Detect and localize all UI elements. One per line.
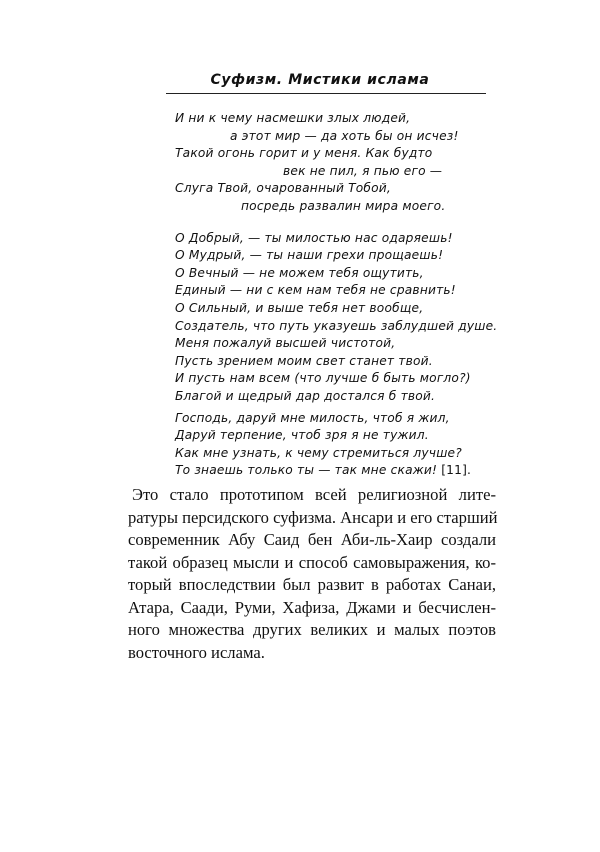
poem-line: Благой и щедрый дар достался б твой. <box>175 388 436 403</box>
body-paragraph <box>128 484 496 664</box>
running-head: Суфизм. Мистики ислама <box>210 72 430 88</box>
paragraph-line: ратуры персидского суфизма. Ансари и его старший <box>128 507 498 527</box>
poem-line: век не пил, я пью его — <box>283 163 443 178</box>
poem-line: посредь развалин мира моего. <box>241 198 446 213</box>
poem-line: Даруй терпение, чтоб зря я не тужил. <box>175 428 429 443</box>
paragraph-line: восточного ислама. <box>128 642 265 662</box>
poem-line: Меня пожалуй высшей чистотой, <box>175 336 396 351</box>
poem-line: Слуга Твой, очарованный Тобой, <box>175 181 392 196</box>
poem-line: О Мудрый, — ты наши грехи прощаешь! <box>175 248 444 263</box>
paragraph-line: ного множества других великих и малых поэтов <box>128 620 496 639</box>
poem-line: Единый — ни с кем нам тебя не сравнить! <box>175 283 456 298</box>
poem <box>175 110 498 480</box>
poem-line-text: То знаешь только ты — так мне скажи! <box>175 463 438 478</box>
poem-line: О Добрый, — ты милостью нас одаряешь! <box>175 230 453 245</box>
poem-line: а этот мир — да хоть бы он исчез! <box>230 128 459 143</box>
poem-line: Такой огонь горит и у меня. Как будто <box>175 146 433 161</box>
poem-line <box>175 462 495 480</box>
paragraph-line: такой образец мысли и способ самовыражения, ко- <box>128 552 496 572</box>
paragraph-line: современник Абу Саид бен Аби-ль-Хаир создали <box>128 530 496 549</box>
poem-line: Господь, даруй мне милость, чтоб я жил, <box>175 410 450 425</box>
poem-line: О Сильный, и выше тебя нет вообще, <box>175 300 424 315</box>
poem-line: Пусть зрением моим свет станет твой. <box>175 353 433 368</box>
poem-line: Как мне узнать, к чему стремиться лучше? <box>175 445 462 460</box>
poem-stanza-2 <box>175 230 498 406</box>
header-rule <box>166 93 486 94</box>
poem-line: О Вечный — не можем тебя ощутить, <box>175 265 424 280</box>
poem-line: Создатель, что путь указуешь заблудшей душе. <box>175 318 498 333</box>
poem-stanza-3 <box>175 410 495 480</box>
poem-line: И ни к чему насмешки злых людей, <box>175 111 411 125</box>
citation-reference: [11]. <box>441 463 472 478</box>
poem-stanza-1 <box>175 110 495 216</box>
paragraph-line: Атара, Саади, Руми, Хафиза, Джами и бесчислен- <box>128 597 496 617</box>
poem-line: И пусть нам всем (что лучше б быть могло?) <box>175 371 471 386</box>
paragraph-line: торый впоследствии был развит в работах Санаи, <box>128 575 496 594</box>
paragraph-line: Это стало прототипом всей религиозной лите- <box>132 485 496 504</box>
